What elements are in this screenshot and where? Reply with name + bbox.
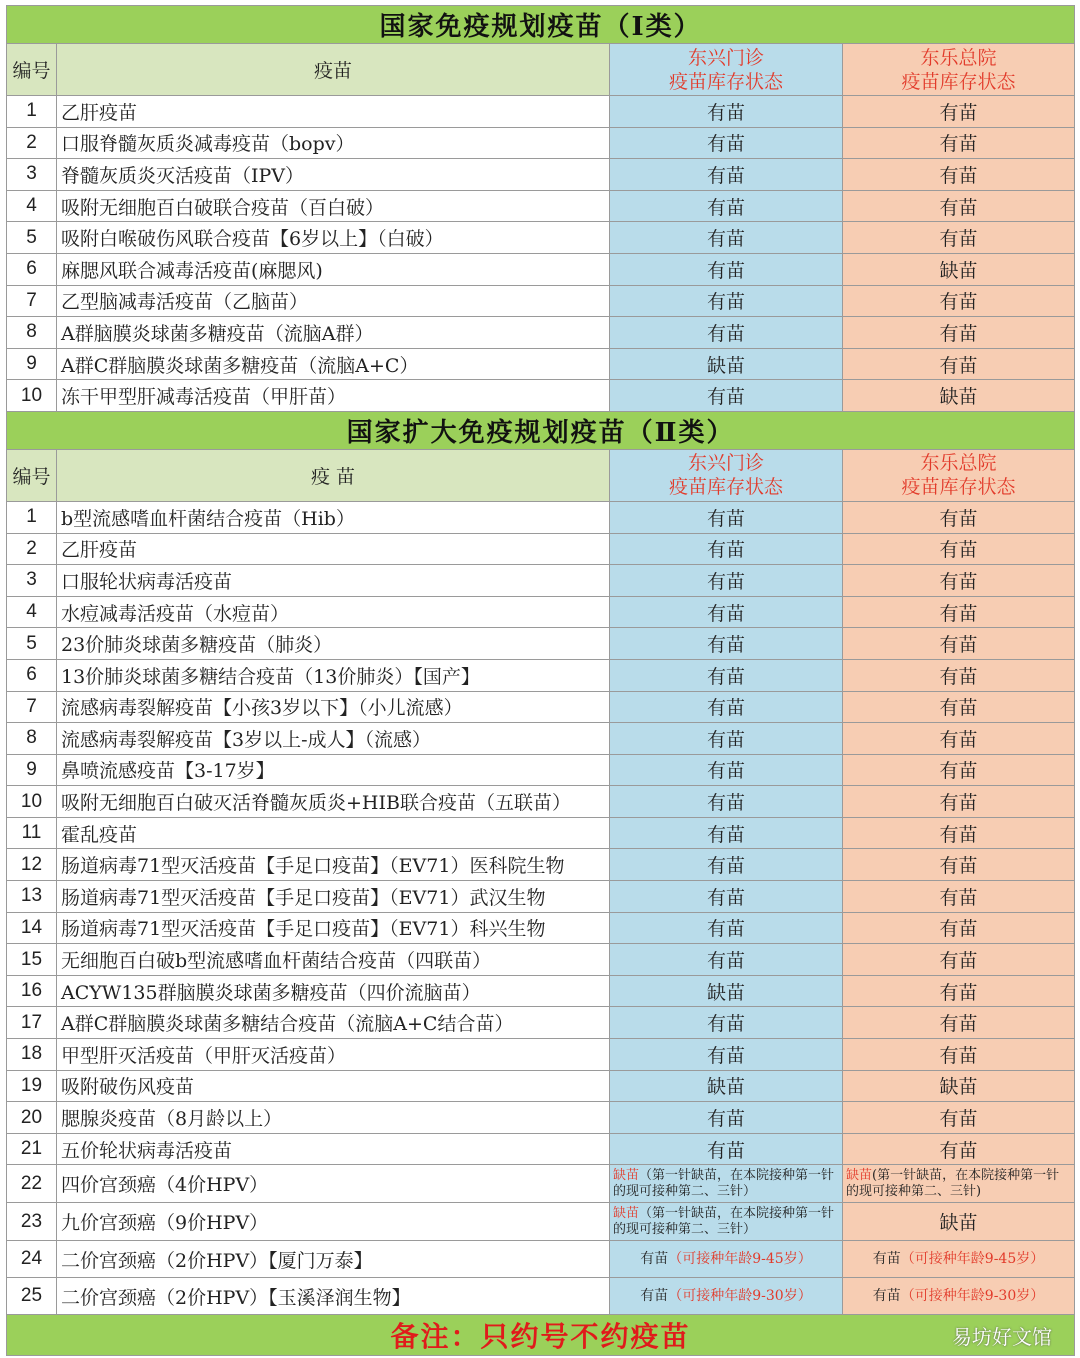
dongle-status <box>843 1278 1075 1315</box>
vaccine-name: 吸附破伤风疫苗 <box>57 1070 610 1102</box>
row-number: 5 <box>7 628 57 660</box>
row-number: 7 <box>7 285 57 317</box>
dongxing-status: 缺苗 <box>610 348 843 380</box>
table-row <box>7 849 1075 881</box>
dongle-status: 有苗 <box>843 1102 1075 1134</box>
row-number: 8 <box>7 317 57 349</box>
dongxing-status: 有苗 <box>610 849 843 881</box>
dongle-status: 有苗 <box>843 159 1075 191</box>
status-note: （可接种年龄9-45岁） <box>900 1251 1045 1268</box>
vaccine-name: 口服脊髓灰质炎减毒疫苗（bopv） <box>57 127 610 159</box>
table-row <box>7 1007 1075 1039</box>
vaccine-name: b型流感嗜血杆菌结合疫苗（Hib） <box>57 501 610 533</box>
dongle-status: 缺苗 <box>843 1070 1075 1102</box>
dongle-status: 有苗 <box>843 222 1075 254</box>
vaccine-name: A群C群脑膜炎球菌多糖疫苗（流脑A+C） <box>57 348 610 380</box>
dongle-status: 有苗 <box>843 501 1075 533</box>
table-row <box>7 501 1075 533</box>
row-number: 3 <box>7 565 57 597</box>
dongxing-status: 有苗 <box>610 533 843 565</box>
vaccine-name: ACYW135群脑膜炎球菌多糖疫苗（四价流脑苗） <box>57 975 610 1007</box>
dongxing-status: 有苗 <box>610 628 843 660</box>
dongxing-status <box>610 1203 843 1241</box>
table-row <box>7 754 1075 786</box>
dongle-status: 有苗 <box>843 565 1075 597</box>
section2-header-row <box>7 449 1075 501</box>
status-label: 缺苗 <box>613 1205 640 1221</box>
row-number: 3 <box>7 159 57 191</box>
dongxing-status: 缺苗 <box>610 975 843 1007</box>
dongle-status: 有苗 <box>843 659 1075 691</box>
section1-title: 国家免疫规划疫苗（Ⅰ类） <box>7 6 1075 44</box>
row-number: 21 <box>7 1133 57 1165</box>
dongxing-status: 有苗 <box>610 1007 843 1039</box>
table-row <box>7 1102 1075 1134</box>
dongxing-status <box>610 1278 843 1315</box>
dongle-status <box>843 1165 1075 1203</box>
dongle-status: 有苗 <box>843 817 1075 849</box>
vaccine-name: 冻干甲型肝减毒活疫苗（甲肝苗） <box>57 380 610 412</box>
row-number: 10 <box>7 380 57 412</box>
table-row <box>7 596 1075 628</box>
dongxing-status: 有苗 <box>610 96 843 128</box>
dongle-status: 缺苗 <box>843 380 1075 412</box>
dongxing-status: 有苗 <box>610 190 843 222</box>
section1-title-row <box>7 6 1075 44</box>
dongxing-status: 有苗 <box>610 317 843 349</box>
dongle-status <box>843 1241 1075 1278</box>
vaccine-name: 吸附无细胞百白破灭活脊髓灰质炎+HIB联合疫苗（五联苗） <box>57 786 610 818</box>
dongle-status: 有苗 <box>843 754 1075 786</box>
dongle-status: 有苗 <box>843 628 1075 660</box>
dongle-status: 缺苗 <box>843 253 1075 285</box>
dongxing-status <box>610 1241 843 1278</box>
row-number: 2 <box>7 127 57 159</box>
table-row <box>7 190 1075 222</box>
footer-note: 备注：只约号不约疫苗 <box>390 1320 691 1354</box>
dongle-status: 有苗 <box>843 348 1075 380</box>
row-number: 8 <box>7 723 57 755</box>
row-number: 23 <box>7 1203 57 1241</box>
dongxing-status: 有苗 <box>610 159 843 191</box>
row-number: 24 <box>7 1241 57 1278</box>
table-row <box>7 628 1075 660</box>
vaccine-name: 脊髓灰质炎灭活疫苗（IPV） <box>57 159 610 191</box>
table-row <box>7 944 1075 976</box>
row-number: 11 <box>7 817 57 849</box>
dongle-status: 有苗 <box>843 533 1075 565</box>
vaccine-name: 霍乱疫苗 <box>57 817 610 849</box>
vaccine-name: 麻腮风联合减毒活疫苗(麻腮风) <box>57 253 610 285</box>
dongle-status: 有苗 <box>843 691 1075 723</box>
vaccine-table <box>6 5 1075 1356</box>
status-label: 有苗 <box>640 1251 669 1268</box>
row-number: 5 <box>7 222 57 254</box>
vaccine-name: 二价宫颈癌（2价HPV）【玉溪泽润生物】 <box>57 1278 610 1315</box>
vaccine-name: 无细胞百白破b型流感嗜血杆菌结合疫苗（四联苗） <box>57 944 610 976</box>
table-row <box>7 1070 1075 1102</box>
vaccine-name: 23价肺炎球菌多糖疫苗（肺炎） <box>57 628 610 660</box>
status-label: 有苗 <box>872 1251 901 1268</box>
vaccine-name: A群脑膜炎球菌多糖疫苗（流脑A群） <box>57 317 610 349</box>
vaccine-name: 肠道病毒71型灭活疫苗【手足口疫苗】（EV71）武汉生物 <box>57 881 610 913</box>
table-row <box>7 96 1075 128</box>
row-number: 6 <box>7 659 57 691</box>
table-row <box>7 723 1075 755</box>
dongle-status: 有苗 <box>843 190 1075 222</box>
header-dongxing: 东兴门诊 疫苗库存状态 <box>610 44 843 96</box>
status-note: （可接种年龄9-45岁） <box>668 1251 812 1268</box>
table-row <box>7 1133 1075 1165</box>
vaccine-name: 四价宫颈癌（4价HPV） <box>57 1165 610 1203</box>
dongxing-status: 有苗 <box>610 912 843 944</box>
vaccine-stock-sheet <box>6 5 1074 1356</box>
dongxing-status: 有苗 <box>610 754 843 786</box>
row-number: 17 <box>7 1007 57 1039</box>
table-row <box>7 659 1075 691</box>
table-row <box>7 1278 1075 1315</box>
status-note: （可接种年龄9-30岁） <box>668 1288 812 1305</box>
header-vaccine: 疫 苗 <box>57 449 610 501</box>
dongxing-status: 有苗 <box>610 659 843 691</box>
dongxing-status: 有苗 <box>610 285 843 317</box>
row-number: 9 <box>7 754 57 786</box>
row-number: 16 <box>7 975 57 1007</box>
dongle-status: 有苗 <box>843 723 1075 755</box>
dongxing-status: 有苗 <box>610 1039 843 1071</box>
table-row <box>7 975 1075 1007</box>
table-row <box>7 1165 1075 1203</box>
table-row <box>7 380 1075 412</box>
table-row <box>7 565 1075 597</box>
dongxing-status <box>610 1165 843 1203</box>
vaccine-name: 鼻喷流感疫苗【3-17岁】 <box>57 754 610 786</box>
dongle-status: 缺苗 <box>843 1203 1075 1241</box>
row-number: 12 <box>7 849 57 881</box>
table-row <box>7 881 1075 913</box>
row-number: 4 <box>7 596 57 628</box>
table-row <box>7 253 1075 285</box>
dongxing-status: 有苗 <box>610 817 843 849</box>
header-num: 编号 <box>7 449 57 501</box>
status-label: 缺苗 <box>846 1167 873 1183</box>
vaccine-name: 口服轮状病毒活疫苗 <box>57 565 610 597</box>
row-number: 14 <box>7 912 57 944</box>
dongxing-status: 有苗 <box>610 1133 843 1165</box>
vaccine-name: 肠道病毒71型灭活疫苗【手足口疫苗】（EV71）科兴生物 <box>57 912 610 944</box>
dongxing-status: 有苗 <box>610 691 843 723</box>
table-row <box>7 348 1075 380</box>
vaccine-name: 乙肝疫苗 <box>57 96 610 128</box>
table-row <box>7 127 1075 159</box>
status-note: （可接种年龄9-30岁） <box>900 1288 1045 1305</box>
dongxing-status: 缺苗 <box>610 1070 843 1102</box>
vaccine-name: 13价肺炎球菌多糖结合疫苗（13价肺炎）【国产】 <box>57 659 610 691</box>
row-number: 18 <box>7 1039 57 1071</box>
vaccine-name: 水痘减毒活疫苗（水痘苗） <box>57 596 610 628</box>
vaccine-name: A群C群脑膜炎球菌多糖结合疫苗（流脑A+C结合苗） <box>57 1007 610 1039</box>
table-row <box>7 1241 1075 1278</box>
dongle-status: 有苗 <box>843 1133 1075 1165</box>
row-number: 9 <box>7 348 57 380</box>
section1-header-row <box>7 44 1075 96</box>
table-row <box>7 317 1075 349</box>
vaccine-name: 乙型脑减毒活疫苗（乙脑苗） <box>57 285 610 317</box>
status-note: （第一针缺苗，在本院接种第一针的现可接种第二、三针） <box>613 1167 835 1199</box>
vaccine-name: 腮腺炎疫苗（8月龄以上） <box>57 1102 610 1134</box>
vaccine-name: 二价宫颈癌（2价HPV）【厦门万泰】 <box>57 1241 610 1278</box>
table-row <box>7 786 1075 818</box>
dongxing-status: 有苗 <box>610 565 843 597</box>
dongle-status: 有苗 <box>843 1007 1075 1039</box>
dongle-status: 有苗 <box>843 96 1075 128</box>
dongxing-status: 有苗 <box>610 596 843 628</box>
status-note: （第一针缺苗，在本院接种第一针的现可接种第二、三针） <box>613 1205 835 1237</box>
vaccine-name: 流感病毒裂解疫苗【3岁以上-成人】（流感） <box>57 723 610 755</box>
dongxing-status: 有苗 <box>610 127 843 159</box>
dongxing-status: 有苗 <box>610 501 843 533</box>
watermark: 易坊好文馆 <box>952 1325 1053 1350</box>
row-number: 1 <box>7 96 57 128</box>
header-dongle: 东乐总院 疫苗库存状态 <box>843 449 1075 501</box>
dongle-status: 有苗 <box>843 285 1075 317</box>
footer-note-cell <box>7 1315 1075 1356</box>
vaccine-name: 九价宫颈癌（9价HPV） <box>57 1203 610 1241</box>
dongle-status: 有苗 <box>843 127 1075 159</box>
dongxing-status: 有苗 <box>610 380 843 412</box>
row-number: 2 <box>7 533 57 565</box>
row-number: 10 <box>7 786 57 818</box>
dongle-status: 有苗 <box>843 596 1075 628</box>
dongxing-status: 有苗 <box>610 786 843 818</box>
table-row <box>7 912 1075 944</box>
table-row <box>7 222 1075 254</box>
header-vaccine: 疫苗 <box>57 44 610 96</box>
vaccine-name: 吸附无细胞百白破联合疫苗（百白破） <box>57 190 610 222</box>
row-number: 25 <box>7 1278 57 1315</box>
row-number: 19 <box>7 1070 57 1102</box>
dongle-status: 有苗 <box>843 1039 1075 1071</box>
dongxing-status: 有苗 <box>610 723 843 755</box>
section2-title-row <box>7 411 1075 449</box>
dongxing-status: 有苗 <box>610 881 843 913</box>
table-row <box>7 533 1075 565</box>
row-number: 22 <box>7 1165 57 1203</box>
table-row <box>7 1039 1075 1071</box>
section2-title: 国家扩大免疫规划疫苗（Ⅱ类） <box>7 411 1075 449</box>
status-label: 有苗 <box>640 1288 669 1305</box>
status-label: 有苗 <box>872 1288 901 1305</box>
dongle-status: 有苗 <box>843 944 1075 976</box>
vaccine-name: 五价轮状病毒活疫苗 <box>57 1133 610 1165</box>
dongle-status: 有苗 <box>843 786 1075 818</box>
vaccine-name: 肠道病毒71型灭活疫苗【手足口疫苗】（EV71）医科院生物 <box>57 849 610 881</box>
table-row <box>7 817 1075 849</box>
vaccine-name: 流感病毒裂解疫苗【小孩3岁以下】（小儿流感） <box>57 691 610 723</box>
dongle-status: 有苗 <box>843 881 1075 913</box>
vaccine-name: 乙肝疫苗 <box>57 533 610 565</box>
vaccine-name: 甲型肝灭活疫苗（甲肝灭活疫苗） <box>57 1039 610 1071</box>
row-number: 20 <box>7 1102 57 1134</box>
dongle-status: 有苗 <box>843 912 1075 944</box>
row-number: 4 <box>7 190 57 222</box>
dongxing-status: 有苗 <box>610 1102 843 1134</box>
table-row <box>7 159 1075 191</box>
dongxing-status: 有苗 <box>610 944 843 976</box>
header-num: 编号 <box>7 44 57 96</box>
footer-row <box>7 1315 1075 1356</box>
status-label: 缺苗 <box>613 1167 640 1183</box>
dongle-status: 有苗 <box>843 975 1075 1007</box>
table-row <box>7 285 1075 317</box>
dongle-status: 有苗 <box>843 317 1075 349</box>
dongxing-status: 有苗 <box>610 222 843 254</box>
vaccine-name: 吸附白喉破伤风联合疫苗【6岁以上】（白破） <box>57 222 610 254</box>
row-number: 6 <box>7 253 57 285</box>
dongle-status: 有苗 <box>843 849 1075 881</box>
row-number: 13 <box>7 881 57 913</box>
header-dongxing: 东兴门诊 疫苗库存状态 <box>610 449 843 501</box>
header-dongle: 东乐总院 疫苗库存状态 <box>843 44 1075 96</box>
status-note: (第一针缺苗，在本院接种第一针的现可接种第二、三针) <box>846 1167 1060 1199</box>
table-row <box>7 691 1075 723</box>
row-number: 15 <box>7 944 57 976</box>
dongxing-status: 有苗 <box>610 253 843 285</box>
row-number: 7 <box>7 691 57 723</box>
row-number: 1 <box>7 501 57 533</box>
table-row <box>7 1203 1075 1241</box>
